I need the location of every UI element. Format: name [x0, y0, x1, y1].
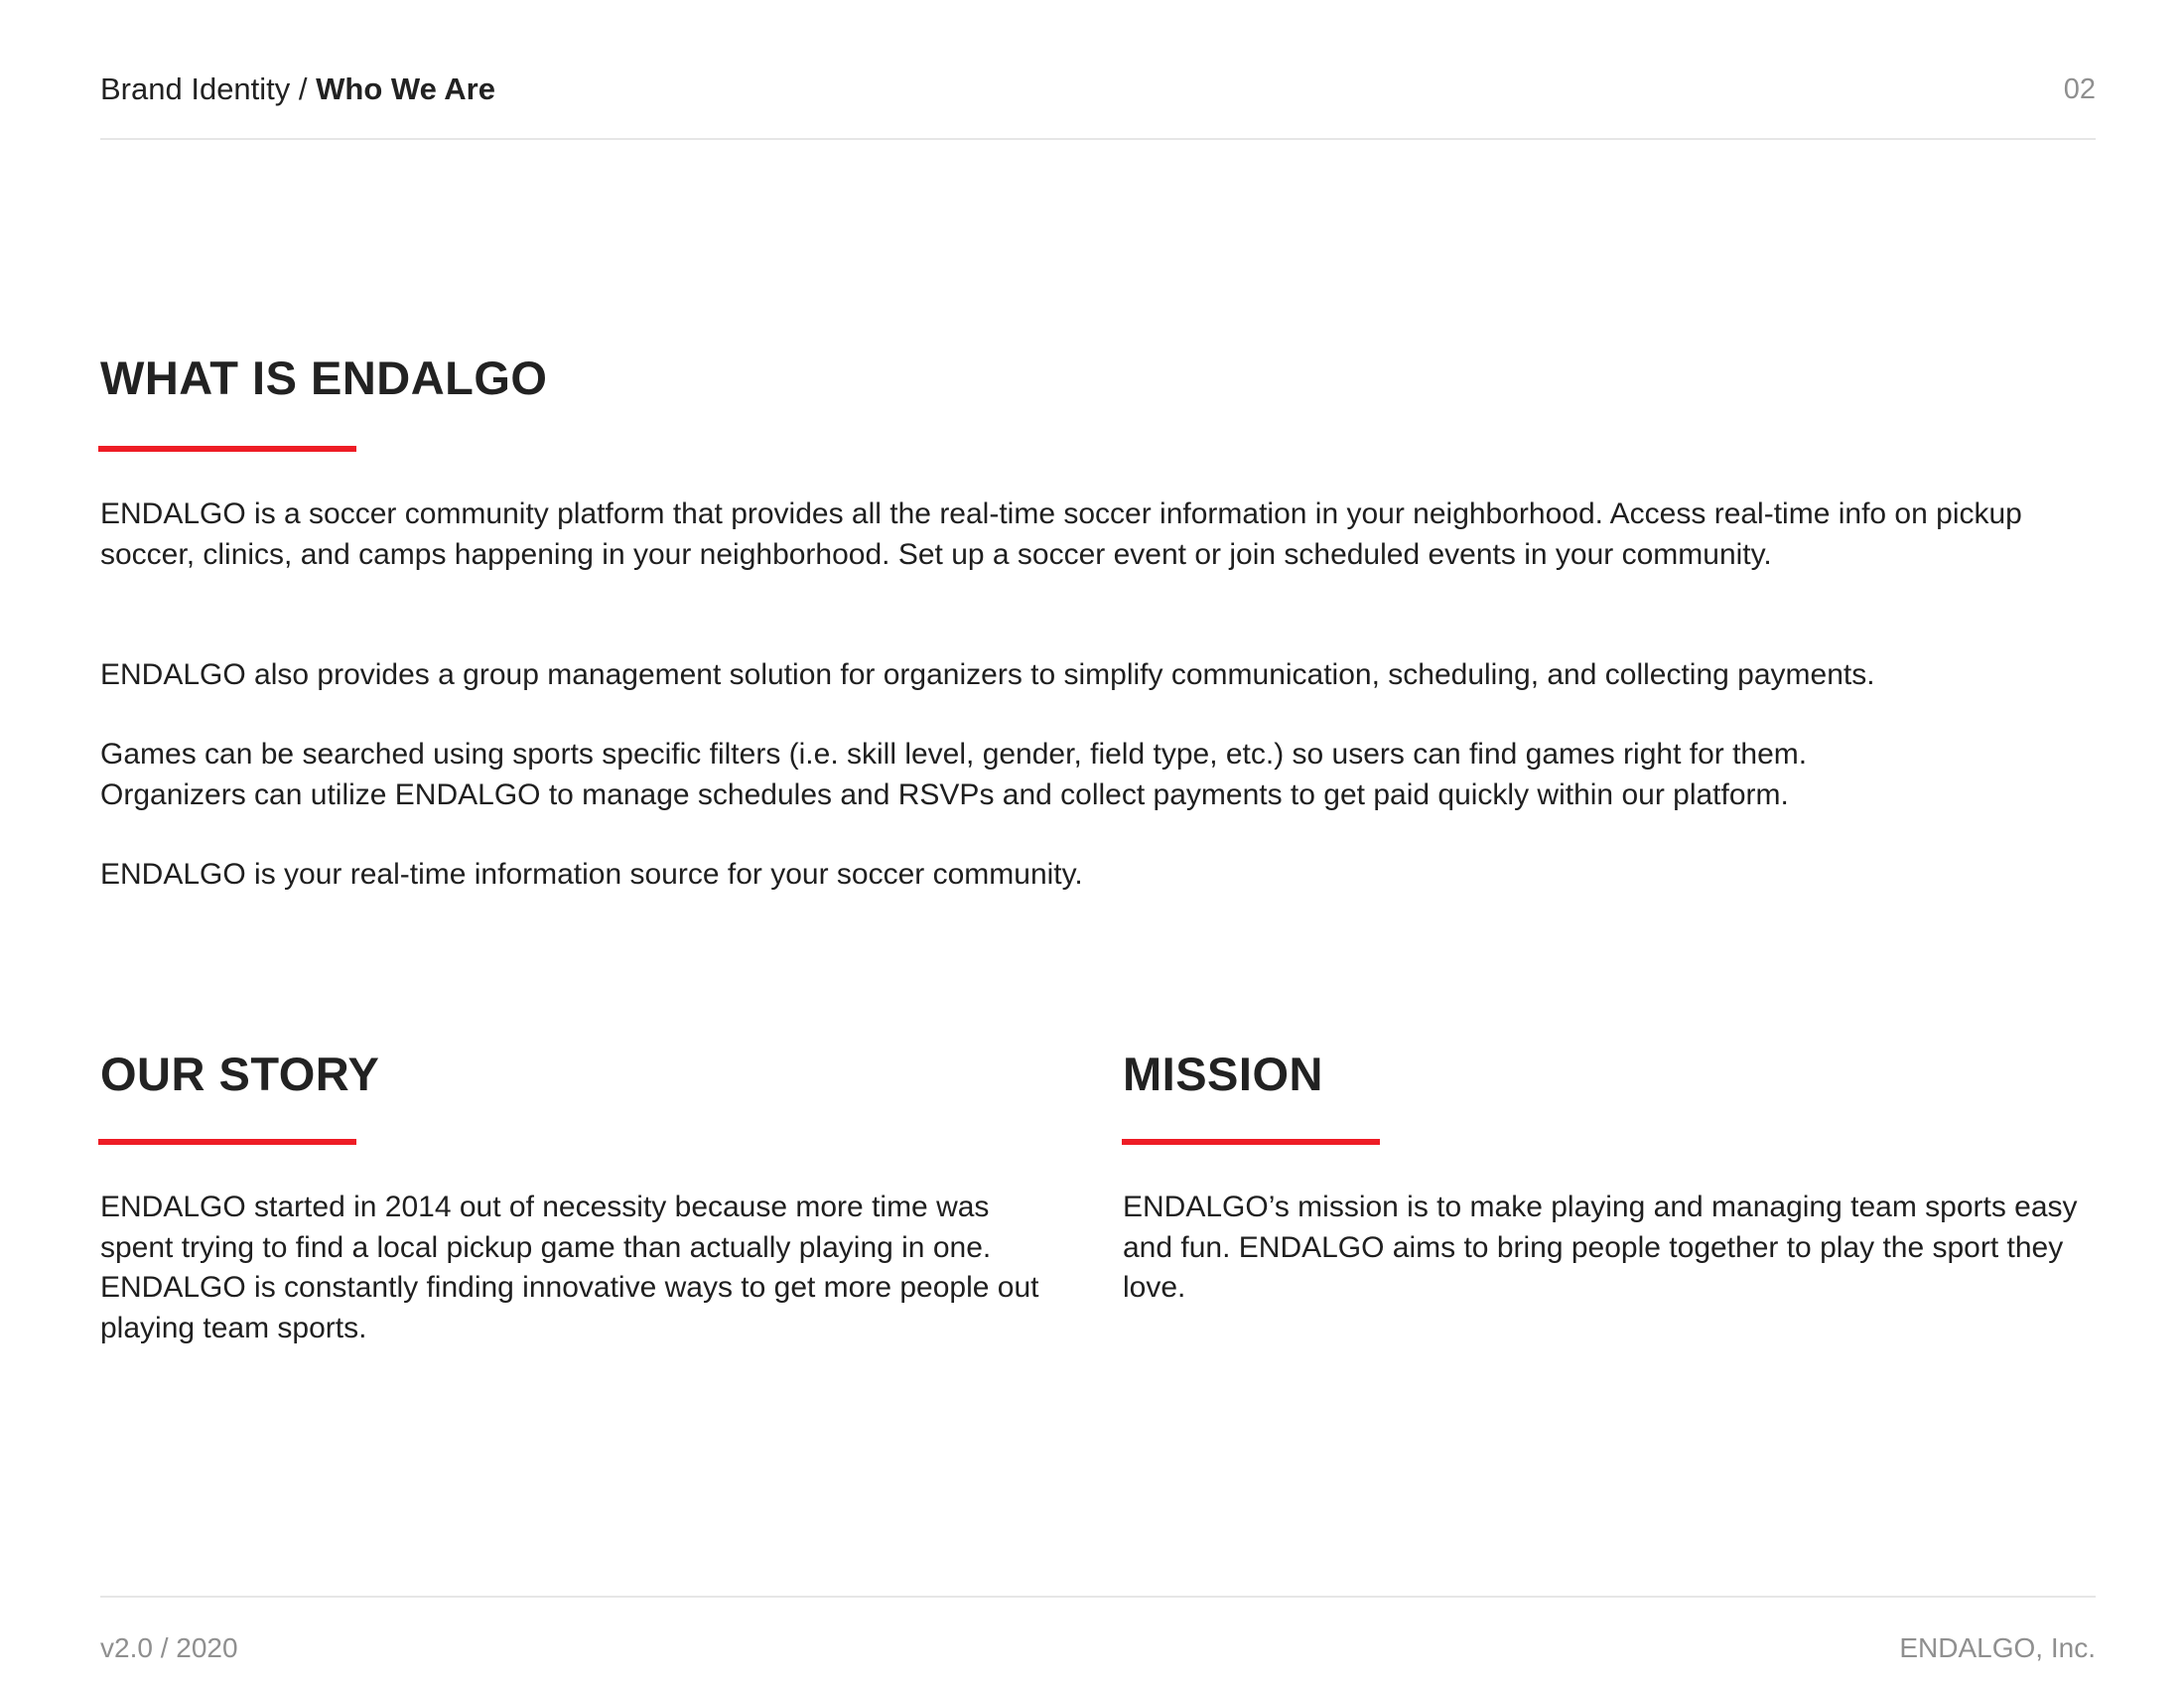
mission-title: MISSION [1123, 1048, 1323, 1100]
our-story-text: ENDALGO started in 2014 out of necessity because more time was spent trying to find a local pickup game than actually playing in one. ENDALGO is constantly finding innovative ways to get more people out playing team sports. [100, 1191, 1039, 1344]
what-is-title: WHAT IS ENDALGO [100, 352, 548, 404]
mission-text: ENDALGO’s mission is to make playing and managing team sports easy and fun. ENDALGO aims to bring people together to play the sport they love. [1123, 1191, 2078, 1304]
mission-accent-bar [1122, 1139, 1380, 1145]
our-story-title: OUR STORY [100, 1048, 380, 1100]
what-is-paragraph-3: Games can be searched using sports specific filters (i.e. skill level, gender, field type, etc.) so users can find games right for them. Organizers can utilize ENDALGO to manage schedules and RSVPs and collect payments to get paid quickly within our platform. [100, 738, 1808, 811]
what-is-paragraph-4: ENDALGO is your real-time information source for your soccer community. [100, 858, 1083, 891]
company-name: ENDALGO, Inc. [1899, 1632, 2096, 1663]
breadcrumb-current: Who We Are [316, 71, 495, 106]
what-is-paragraph-1: ENDALGO is a soccer community platform that provides all the real-time soccer information in your neighborhood. Access real-time info on pickup soccer, clinics, and camps happening in your neighborhood. Set up a soccer event or join scheduled events in your community. [100, 497, 2022, 571]
footer-divider [100, 1596, 2096, 1598]
our-story-accent-bar [98, 1139, 356, 1145]
page-header [100, 68, 2096, 111]
version-label: v2.0 / 2020 [100, 1632, 238, 1663]
page-number: 02 [2063, 73, 2096, 105]
what-is-accent-bar [98, 446, 356, 452]
breadcrumb [100, 68, 495, 111]
what-is-paragraph-2: ENDALGO also provides a group management solution for organizers to simplify communication, scheduling, and collecting payments. [100, 658, 1875, 691]
breadcrumb-parent: Brand Identity / [100, 71, 317, 106]
header-divider [100, 138, 2096, 140]
